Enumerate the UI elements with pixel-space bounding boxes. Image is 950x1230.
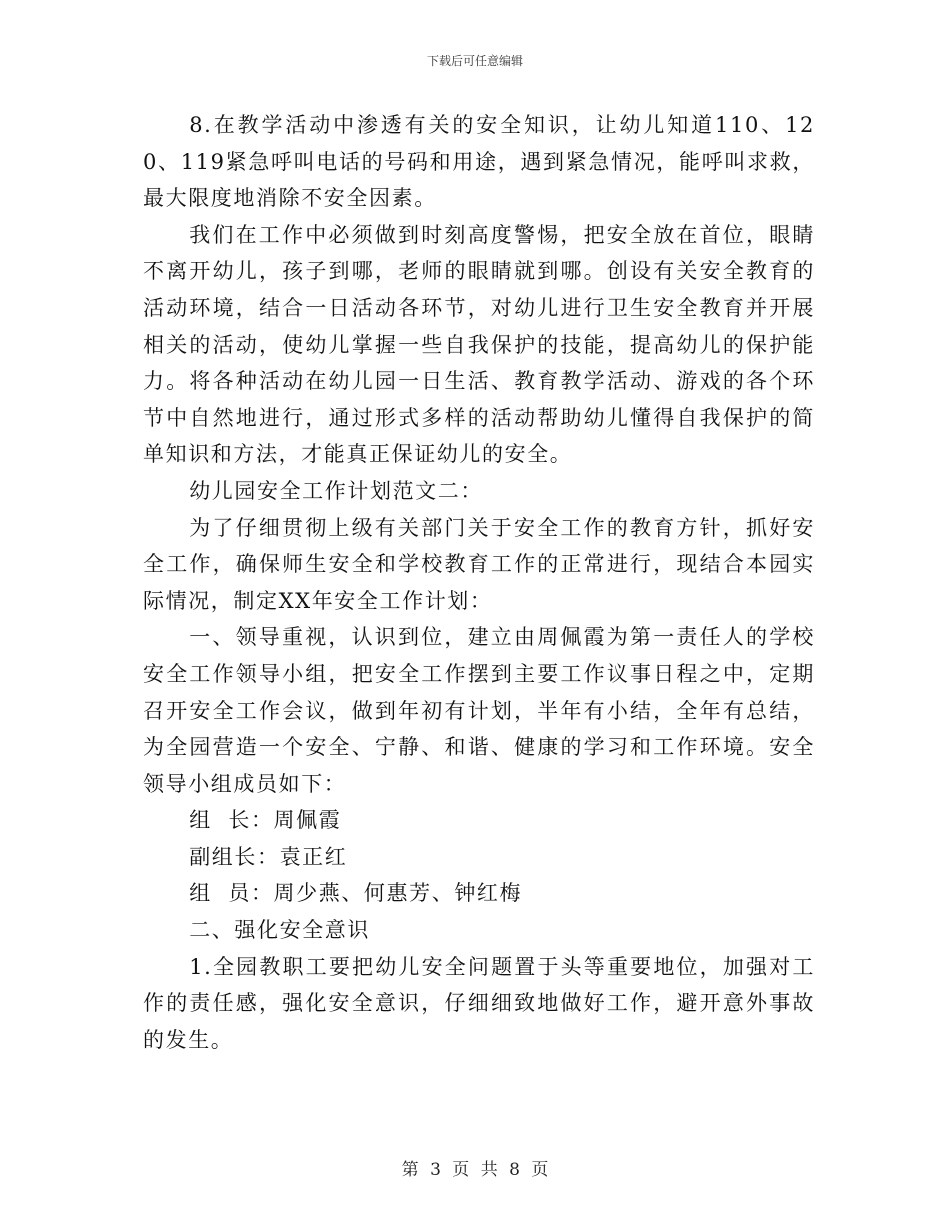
- page-number: 第 3 页 共 8 页: [401, 1160, 549, 1180]
- section-heading-awareness: 二、强化安全意识: [189, 918, 370, 943]
- paragraph-vigilance: 我们在工作中必须做到时刻高度警惕，把安全放在首位，眼睛不离开幼儿，孩子到哪，老师的眼睛就到哪。创设有关安全教育的活动环境，结合一日活动各环节，对幼儿进行卫生安全教育并开展相关的活动，使幼儿掌握一些自我保护的技能，提高幼儿的保护能力。将各种活动在幼儿园一日生活、教育教学活动、游戏的各个环节中自然地进行，通过形式多样的活动帮助幼儿懂得自我保护的简单知识和方法，才能真正保证幼儿的安全。: [143, 222, 815, 467]
- member-deputy-leader: 副组长：袁正红: [189, 844, 348, 869]
- member-leader: 组 长：周佩霞: [189, 808, 342, 833]
- paragraph-intro-plan: 为了仔细贯彻上级有关部门关于安全工作的教育方针，抓好安全工作，确保师生安全和学校教育工作的正常进行，现结合本园实际情况，制定XX年安全工作计划：: [143, 515, 815, 613]
- member-list: 组 员：周少燕、何惠芳、钟红梅: [189, 881, 523, 906]
- document-body: [143, 107, 815, 1058]
- section-title-sample-two: 幼儿园安全工作计划范文二：: [189, 478, 483, 503]
- paragraph-leadership: 一、领导重视，认识到位，建立由周佩霞为第一责任人的学校安全工作领导小组，把安全工作摆到主要工作议事日程之中，定期召开安全工作会议，做到年初有计划，半年有小结，全年有总结，为全园营造一个安全、宁静、和谐、健康的学习和工作环境。安全领导小组成员如下：: [143, 625, 815, 796]
- paragraph-safety-knowledge: 8.在教学活动中渗透有关的安全知识，让幼儿知道110、120、119紧急呼叫电话的号码和用途，遇到紧急情况，能呼叫求救，最大限度地消除不安全因素。: [143, 113, 815, 211]
- page-header-note: 下载后可任意编辑: [426, 54, 523, 68]
- paragraph-staff-responsibility: 1.全园教职工要把幼儿安全问题置于头等重要地位，加强对工作的责任感，强化安全意识，仔细细致地做好工作，避开意外事故的发生。: [143, 954, 815, 1052]
